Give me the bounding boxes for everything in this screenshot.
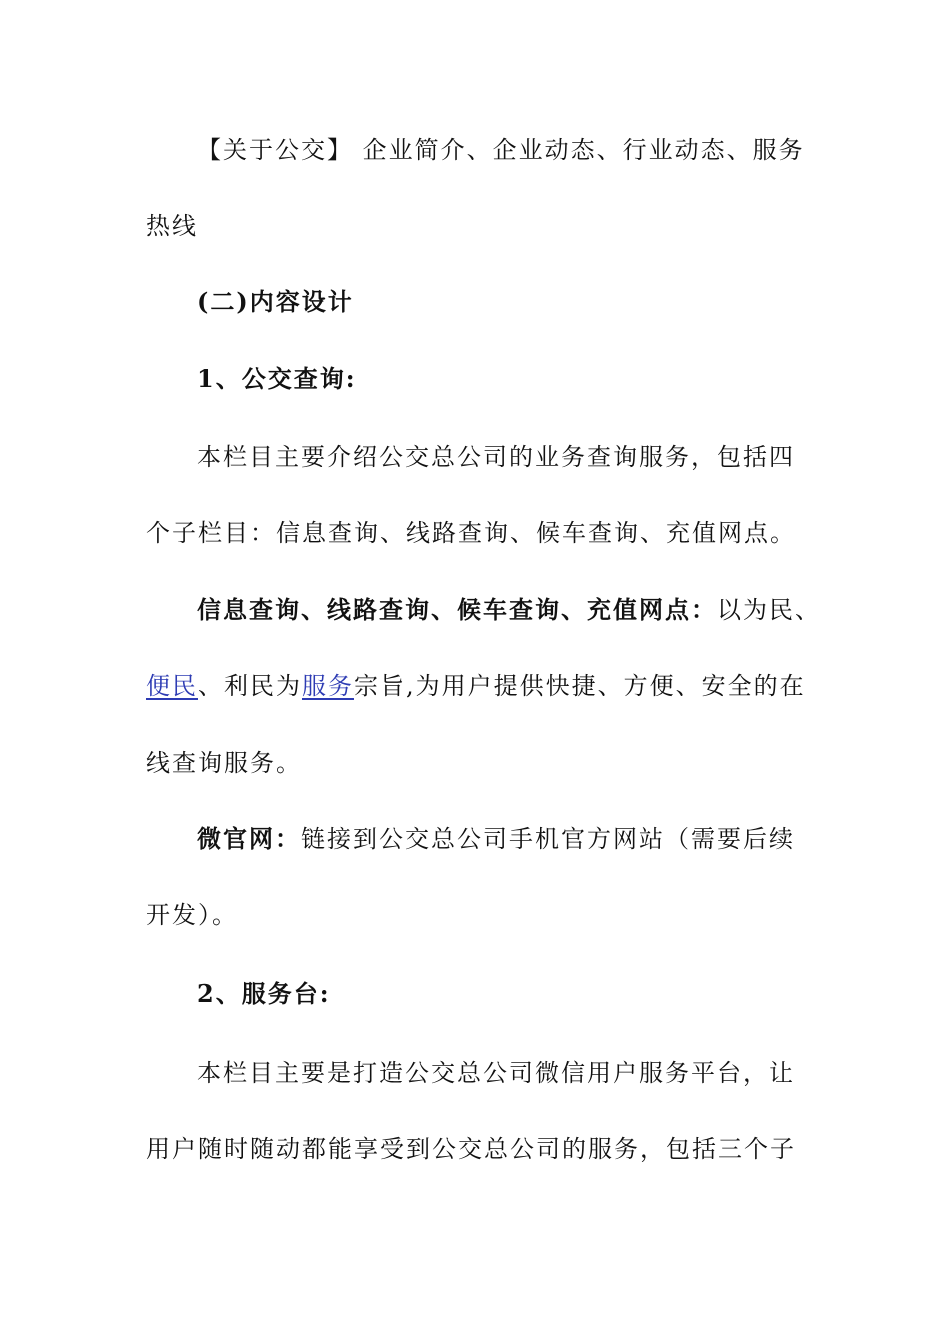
subheading-bus-query: 1、公交查询: xyxy=(197,364,357,393)
inline-bold-label: 微官网： xyxy=(197,824,301,853)
inline-text: 、利民为 xyxy=(198,672,302,700)
inline-text: 以为民、 xyxy=(717,596,821,624)
link-bianmin[interactable]: 便民 xyxy=(146,672,198,700)
paragraph-line: 开发）。 xyxy=(146,901,238,929)
paragraph-line: 本栏目主要是打造公交总公司微信用户服务平台，让 xyxy=(197,1059,795,1087)
paragraph-line xyxy=(197,594,821,626)
paragraph-line: 用户随时随动都能享受到公交总公司的服务，包括三个子 xyxy=(146,1135,796,1163)
inline-bold-label: 信息查询、线路查询、候车查询、充值网点： xyxy=(197,595,717,624)
inline-text: 链接到公交总公司手机官方网站（需要后续 xyxy=(301,825,795,853)
about-bus-line: 【关于公交】 企业简介、企业动态、行业动态、服务 xyxy=(197,136,805,164)
paragraph-line: 线查询服务。 xyxy=(146,749,302,777)
inline-text: 宗旨,为用户提供快捷、方便、安全的在 xyxy=(354,672,806,700)
paragraph-line: 个子栏目：信息查询、线路查询、候车查询、充值网点。 xyxy=(146,519,796,547)
link-fuwu[interactable]: 服务 xyxy=(302,672,354,700)
paragraph-line xyxy=(146,670,806,702)
paragraph-line: 本栏目主要介绍公交总公司的业务查询服务，包括四 xyxy=(197,443,795,471)
paragraph-line xyxy=(197,823,795,855)
about-bus-line-cont: 热线 xyxy=(146,212,198,240)
section-heading-content-design: (二)内容设计 xyxy=(197,287,354,316)
subheading-service-desk: 2、服务台: xyxy=(197,979,331,1008)
